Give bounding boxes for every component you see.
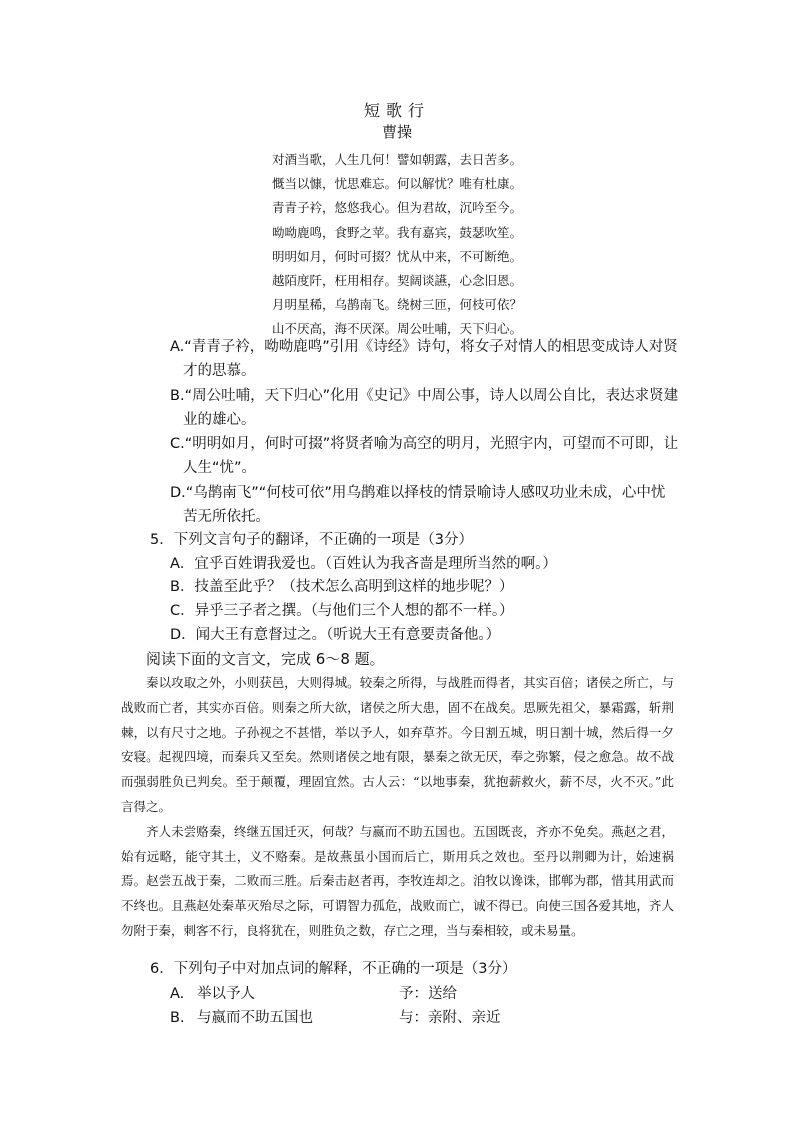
option-text: “明明如月，何时可掇”将贤者喻为高空的明月，光照宇内，可望而不可即，让	[184, 436, 679, 452]
q4-option-d	[170, 481, 716, 529]
option-label: A.	[170, 339, 185, 355]
option-text: “乌鹊南飞”“何枝可依”用乌鹊难以择枝的情景喻诗人感叹功业未成，心中忧	[185, 485, 666, 501]
poem-line: 明明如月，何时可掇？忧从中来，不可断绝。	[272, 248, 523, 264]
option-text-cont: 苦无所依托。	[183, 509, 270, 525]
q5-stem: 5．下列文言句子的翻译，不正确的一项是（3分）	[150, 532, 473, 548]
poem-line: 青青子衿，悠悠我心。但为君故，沉吟至今。	[272, 200, 523, 216]
option-label: D.	[170, 485, 186, 501]
option-text-cont: 人生“忧”。	[183, 460, 257, 476]
poem-line: 对酒当歌，人生几何！譬如朝露，去日苦多。	[272, 152, 523, 167]
q4-option-b	[170, 384, 716, 432]
q5-option-d: D．闻大王有意督过之。（听说大王有意要责备他。）	[170, 627, 501, 643]
passage-paragraph: 秦以攻取之外，小则获邑，大则得城。较秦之所得，与战胜而得者，其实百倍；诸侯之所亡，与战败而亡者，其实亦百倍。则秦之所大欲，诸侯之所大患，固不在战矣。思厥先祖父，暴霜露，斩荆棘，以有尺寸之地。子孙视之不甚惜，举以予人，如弃草芥。今日割五城，明日割十城，然后得一夕安寝。起视四境，而秦兵又至矣。然则诸侯之地有限，暴秦之欲无厌，奉之弥繁，侵之愈急。故不战而强弱胜负已判矣。至于颠覆，理固宜然。古人云：“以地事秦，犹抱薪救火，薪不尽，火不灭。”此言得之。	[121, 675, 674, 814]
q6-option-b-label: B.	[170, 1010, 185, 1026]
classical-passage	[121, 671, 674, 944]
poem-line: 越陌度阡，枉用相存。契阔谈讌，心念旧恩。	[272, 272, 523, 288]
q6-stem: 6．下列句子中对加点词的解释，不正确的一项是（3分）	[150, 961, 517, 977]
q6-option-a-label: A.	[170, 986, 185, 1002]
poem-line: 呦呦鹿鸣，食野之苹。我有嘉宾，鼓瑟吹笙。	[272, 224, 523, 240]
q6-option-a-gloss: 予：送给	[399, 986, 457, 1002]
poem-line: 慨当以慷，忧思难忘。何以解忧？唯有杜康。	[272, 176, 523, 192]
q4-option-a	[170, 335, 716, 383]
q6-option-a-sentence: 举以予人	[197, 986, 255, 1002]
poem-title: 短歌行	[363, 101, 430, 120]
q4-option-c	[170, 432, 716, 480]
q5-option-c: C．异乎三子者之撰。（与他们三个人想的都不一样。）	[170, 603, 514, 619]
option-text-cont: 业的雄心。	[183, 412, 256, 428]
poem-body	[272, 148, 522, 342]
poem-author: 曹操	[381, 123, 412, 141]
poem-line: 月明星稀，乌鹊南飞。绕树三匝，何枝可依？	[272, 297, 523, 313]
reading-intro: 阅读下面的文言文，完成 6～8 题。	[146, 650, 385, 668]
option-label: C.	[170, 436, 185, 452]
q5-option-b: B．技盖至此乎？（技术怎么高明到这样的地步呢？）	[170, 579, 514, 595]
option-label: B.	[170, 388, 185, 404]
option-text-cont: 才的思慕。	[183, 363, 256, 379]
option-text: “青青子衿，呦呦鹿鸣”引用《诗经》诗句，将女子对情人的相思变成诗人对贤	[184, 339, 678, 355]
q6-option-b-sentence: 与嬴而不助五国也	[197, 1010, 313, 1026]
q5-option-a: A．宜乎百姓谓我爱也。（百姓认为我吝啬是理所当然的啊。）	[170, 556, 557, 572]
option-text: “周公吐哺，天下归心”化用《史记》中周公事，诗人以周公自比，表达求贤建	[184, 388, 679, 404]
poem-line: 山不厌高，海不厌深。周公吐哺，天下归心。	[272, 321, 523, 337]
q6-option-b-gloss: 与：亲附、亲近	[399, 1010, 501, 1026]
passage-paragraph: 齐人未尝赂秦，终继五国迁灭，何哉？与嬴而不助五国也。五国既丧，齐亦不免矣。燕赵之君，始有远略，能守其土，义不赂秦。是故燕虽小国而后亡，斯用兵之效也。至丹以荆卿为计，始速祸焉。赵尝五战于秦，二败而三胜。后秦击赵者再，李牧连却之。洎牧以谗诛，邯郸为郡，惜其用武而不终也。且燕赵处秦革灭殆尽之际，可谓智力孤危，战败而亡，诚不得已。向使三国各爱其地，齐人勿附于秦，刺客不行，良将犹在，则胜负之数，存亡之理，当与秦相较，或未易量。	[121, 823, 674, 938]
